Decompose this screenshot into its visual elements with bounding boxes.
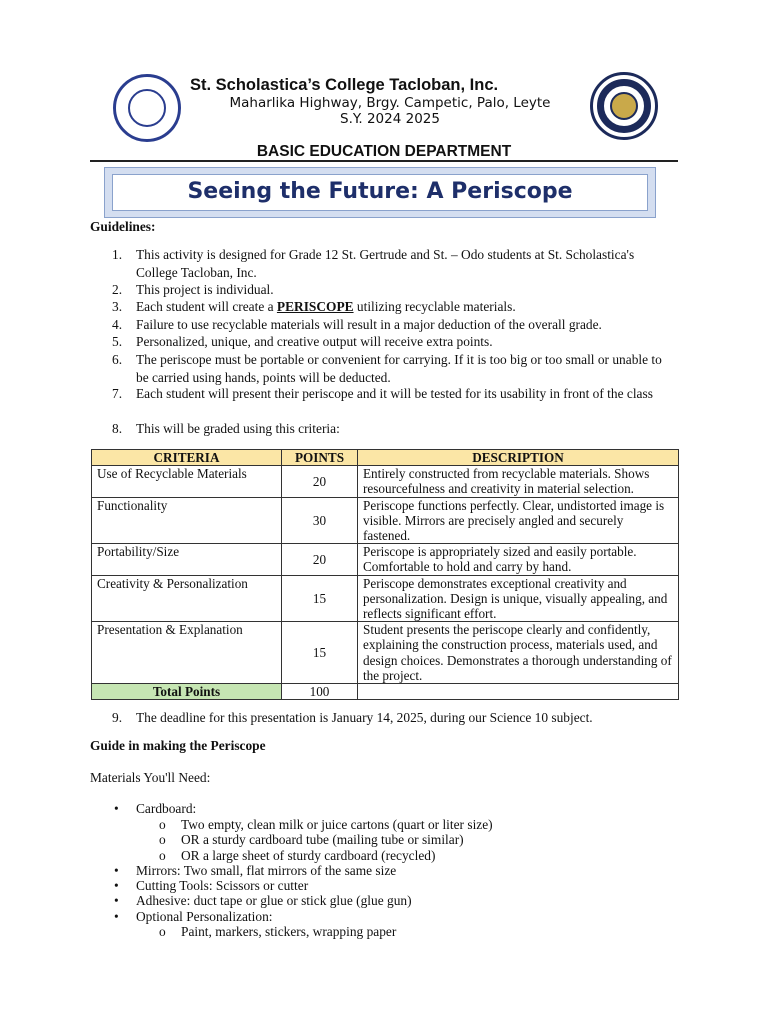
points-cell: 15 [282,622,358,684]
rubric-header-row [92,450,679,466]
guidelines-label: Guidelines: [90,219,156,234]
school-name: St. Scholastica’s College Tacloban, Inc. [190,76,499,94]
department-heading: BASIC EDUCATION DEPARTMENT [256,143,512,160]
criteria-cell: Creativity & Personalization [92,575,282,622]
bullet-icon: • [114,909,119,924]
description-cell: Periscope functions perfectly. Clear, undistorted image is visible. Mirrors are precisely angled and securely fastened. [358,497,679,544]
bullet-icon: • [114,878,119,893]
sub-bullet-icon: o [159,924,166,939]
school-address: Maharlika Highway, Brgy. Campetic, Palo, Leyte [229,95,551,111]
description-cell: Periscope is appropriately sized and easily portable. Comfortable to hold and carry by hand. [358,544,679,575]
sub-bullet-icon: o [159,817,166,832]
column-header-points: POINTS [282,450,358,466]
title-frame [104,167,656,218]
periscope-emphasis: PERISCOPE [276,299,354,314]
seal-inner-ring [128,89,166,127]
rubric-table [91,449,679,700]
total-row [92,684,679,700]
points-cell: 30 [282,497,358,544]
total-label-cell: Total Points [92,684,282,700]
bullet-icon: • [114,863,119,878]
description-cell: Student presents the periscope clearly and confidently, explaining the construction process, materials used, and design choices. Demonstrates a thorough understanding of the project. [358,622,679,684]
document-title: Seeing the Future: A Periscope [112,174,648,211]
total-empty-cell [358,684,679,700]
points-cell: 20 [282,466,358,497]
bullet-icon: • [114,801,119,816]
table-row [92,544,679,575]
seal-core [610,92,638,120]
table-row [92,466,679,497]
bullet-icon: • [114,893,119,908]
sub-bullet-icon: o [159,848,166,863]
points-cell: 20 [282,544,358,575]
points-cell: 15 [282,575,358,622]
guide-heading: Guide in making the Periscope [90,738,266,753]
description-cell: Entirely constructed from recyclable materials. Shows resourcefulness and creativity in material selection. [358,466,679,497]
criteria-cell: Functionality [92,497,282,544]
column-header-description: DESCRIPTION [358,450,679,466]
criteria-cell: Use of Recyclable Materials [92,466,282,497]
table-row [92,622,679,684]
column-header-criteria: CRITERIA [92,450,282,466]
materials-heading: Materials You'll Need: [90,770,211,785]
criteria-cell: Presentation & Explanation [92,622,282,684]
header-divider [90,160,678,162]
department-seal-logo [590,72,658,140]
table-row [92,575,679,622]
sub-bullet-icon: o [159,832,166,847]
school-seal-logo [113,74,181,142]
description-cell: Periscope demonstrates exceptional creativity and personalization. Design is unique, visually appealing, and reflects significant effort. [358,575,679,622]
school-year: S.Y. 2024 2025 [340,111,440,127]
total-points-cell: 100 [282,684,358,700]
criteria-cell: Portability/Size [92,544,282,575]
table-row [92,497,679,544]
